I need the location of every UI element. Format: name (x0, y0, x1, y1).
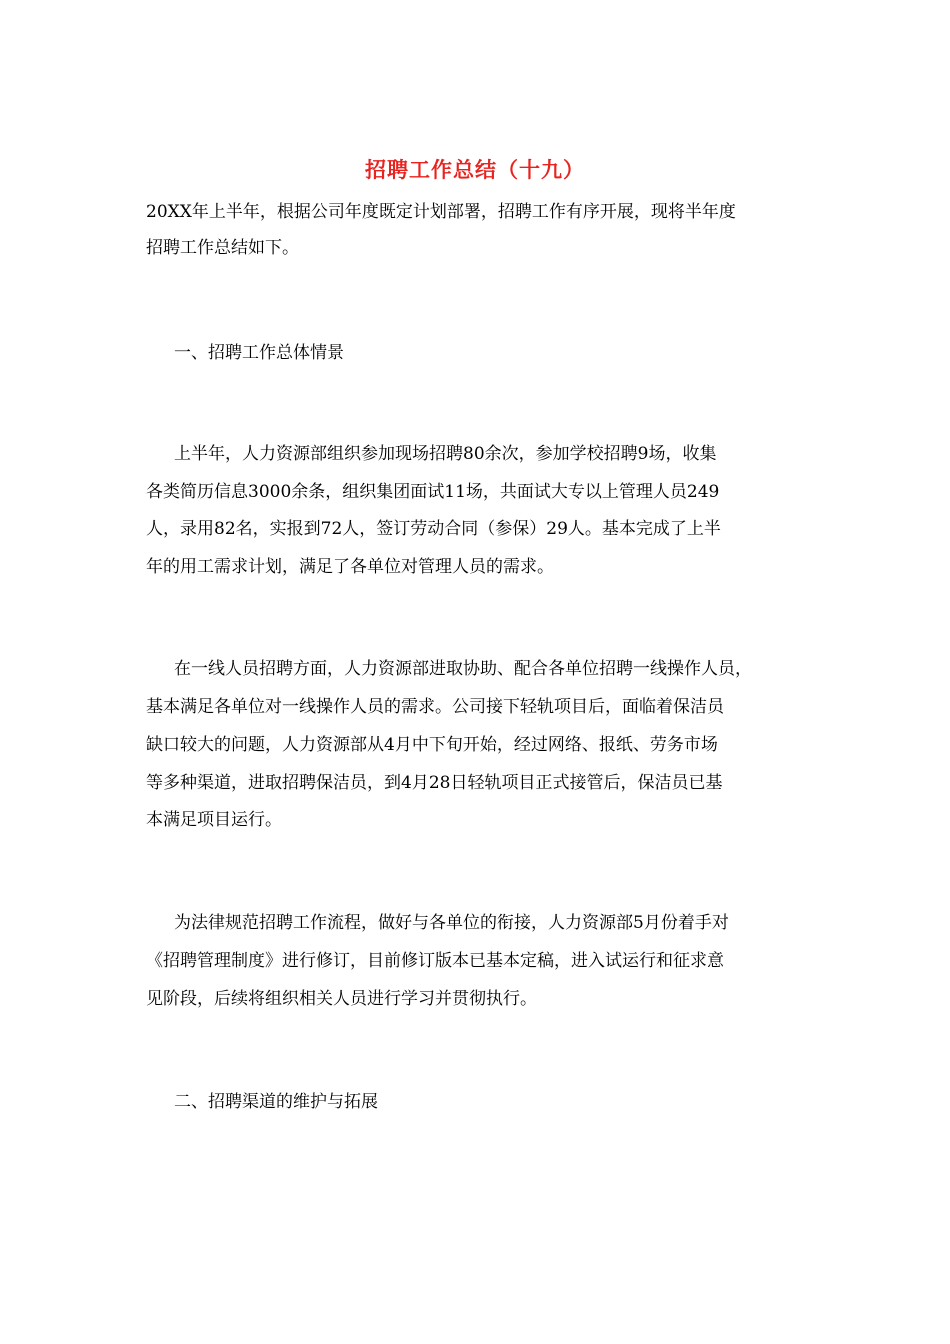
para1-line-1: 上半年，人力资源部组织参加现场招聘80余次，参加学校招聘9场，收集 (174, 444, 717, 464)
para2-line-2: 基本满足各单位对一线操作人员的需求。公司接下轻轨项目后，面临着保洁员 (146, 697, 724, 717)
section-heading-1: 一、招聘工作总体情景 (174, 343, 344, 363)
para1-line-3: 人，录用82名，实报到72人，签订劳动合同（参保）29人。基本完成了上半 (146, 519, 721, 539)
para2-line-3: 缺口较大的问题，人力资源部从4月中下旬开始，经过网络、报纸、劳务市场 (146, 735, 718, 755)
para2-line-4: 等多种渠道，进取招聘保洁员，到4月28日轻轨项目正式接管后，保洁员已基 (146, 773, 723, 793)
para3-line-2: 《招聘管理制度》进行修订，目前修订版本已基本定稿，进入试运行和征求意 (146, 951, 724, 971)
para2-line-1: 在一线人员招聘方面，人力资源部进取协助、配合各单位招聘一线操作人员， (174, 659, 752, 679)
intro-line-2: 招聘工作总结如下。 (146, 238, 299, 258)
para1-line-4: 年的用工需求计划，满足了各单位对管理人员的需求。 (146, 557, 554, 577)
document-title: 招聘工作总结（十九） (365, 157, 585, 182)
intro-line-1: 20XX年上半年，根据公司年度既定计划部署，招聘工作有序开展，现将半年度 (146, 202, 736, 222)
para1-line-2: 各类简历信息3000余条，组织集团面试11场，共面试大专以上管理人员249 (146, 482, 720, 502)
para2-line-5: 本满足项目运行。 (146, 810, 282, 830)
para3-line-1: 为法律规范招聘工作流程，做好与各单位的衔接，人力资源部5月份着手对 (174, 913, 729, 933)
para3-line-3: 见阶段，后续将组织相关人员进行学习并贯彻执行。 (146, 989, 537, 1009)
section-heading-2: 二、招聘渠道的维护与拓展 (174, 1092, 378, 1112)
